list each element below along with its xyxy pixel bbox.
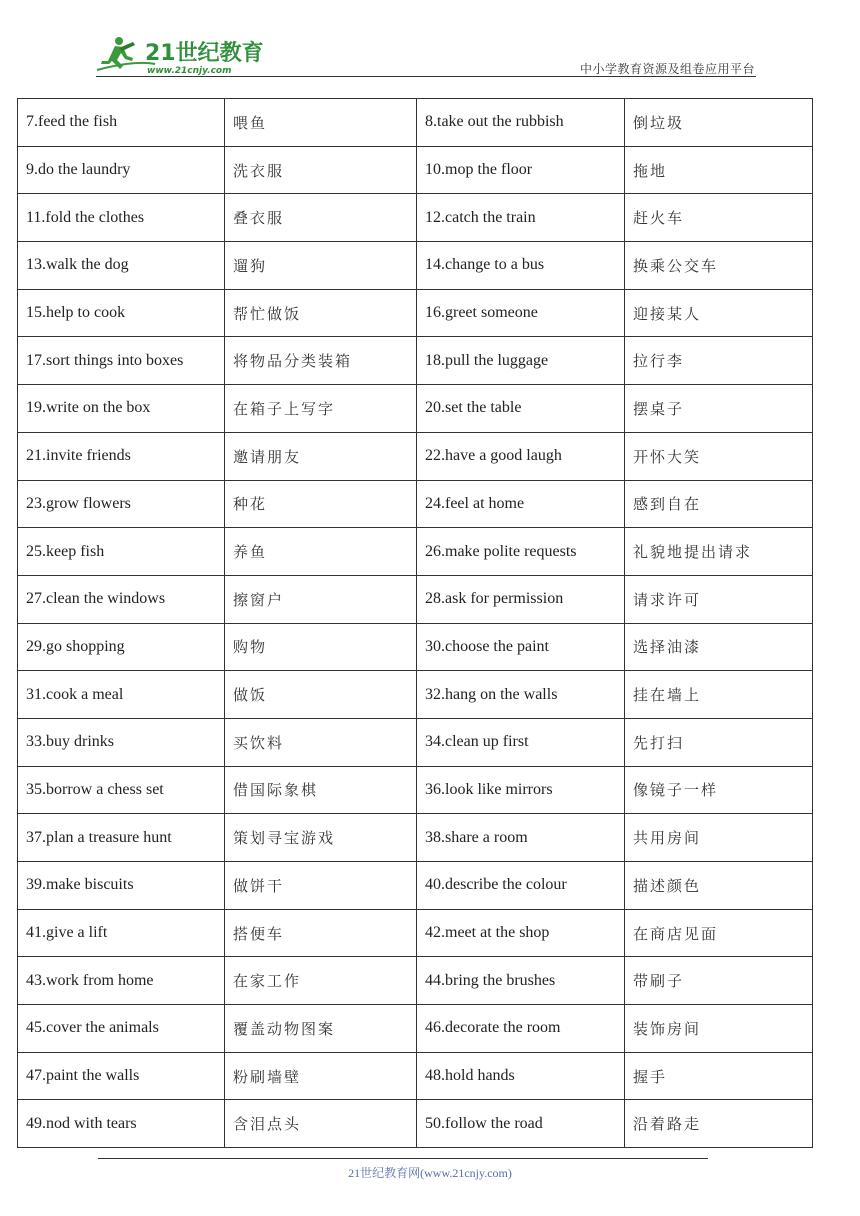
phrase-number: 46. bbox=[425, 1019, 445, 1037]
phrase-chinese-cell: 选择油漆 bbox=[625, 623, 813, 671]
phrase-chinese-cell: 挂在墙上 bbox=[625, 671, 813, 719]
phrase-english: buy drinks bbox=[46, 733, 114, 751]
phrase-chinese-cell: 邀请朋友 bbox=[225, 432, 417, 480]
phrase-english: clean the windows bbox=[46, 590, 166, 608]
phrase-number: 19. bbox=[26, 399, 46, 417]
phrase-english: ask for permission bbox=[445, 590, 564, 608]
phrase-english: cover the animals bbox=[46, 1019, 159, 1037]
phrase-chinese-cell: 带刷子 bbox=[625, 957, 813, 1005]
phrase-english-cell bbox=[18, 1100, 225, 1148]
phrase-english: describe the colour bbox=[445, 876, 567, 894]
phrase-english-cell bbox=[18, 242, 225, 290]
phrase-number: 44. bbox=[425, 971, 445, 989]
phrase-english-cell bbox=[417, 289, 625, 337]
phrase-english-cell bbox=[18, 957, 225, 1005]
phrase-number: 30. bbox=[425, 637, 445, 655]
phrase-english: look like mirrors bbox=[445, 780, 553, 798]
phrase-english-cell bbox=[18, 766, 225, 814]
phrase-english: greet someone bbox=[445, 304, 538, 322]
phrase-english: clean up first bbox=[445, 733, 529, 751]
phrase-chinese-cell: 借国际象棋 bbox=[225, 766, 417, 814]
phrase-number: 28. bbox=[425, 590, 445, 608]
phrase-english-cell bbox=[417, 194, 625, 242]
phrase-number: 43. bbox=[26, 971, 46, 989]
phrase-number: 21. bbox=[26, 447, 46, 465]
phrase-english: have a good laugh bbox=[445, 447, 562, 465]
table-row bbox=[18, 862, 813, 910]
phrase-english-cell bbox=[417, 1005, 625, 1053]
phrase-english: sort things into boxes bbox=[46, 351, 184, 369]
phrase-number: 42. bbox=[425, 924, 445, 942]
phrase-english: grow flowers bbox=[46, 494, 131, 512]
table-row bbox=[18, 99, 813, 147]
phrase-english: change to a bus bbox=[445, 256, 545, 274]
phrase-english-cell bbox=[417, 909, 625, 957]
phrase-english-cell bbox=[417, 480, 625, 528]
phrase-english: fold the clothes bbox=[45, 208, 145, 226]
phrase-chinese-cell: 迎接某人 bbox=[625, 289, 813, 337]
phrase-english: help to cook bbox=[46, 304, 126, 322]
phrase-english: keep fish bbox=[46, 542, 105, 560]
phrase-number: 9. bbox=[26, 161, 38, 179]
phrase-english-cell bbox=[417, 862, 625, 910]
phrase-chinese-cell: 在家工作 bbox=[225, 957, 417, 1005]
table-row bbox=[18, 1052, 813, 1100]
phrase-english-cell bbox=[417, 1052, 625, 1100]
phrase-english: hold hands bbox=[445, 1067, 515, 1085]
phrase-english: meet at the shop bbox=[445, 924, 550, 942]
table-row bbox=[18, 194, 813, 242]
phrase-number: 48. bbox=[425, 1067, 445, 1085]
phrase-chinese-cell: 种花 bbox=[225, 480, 417, 528]
phrase-number: 40. bbox=[425, 876, 445, 894]
phrase-english: bring the brushes bbox=[445, 971, 556, 989]
table-row bbox=[18, 432, 813, 480]
phrase-english: borrow a chess set bbox=[46, 780, 164, 798]
table-row bbox=[18, 385, 813, 433]
phrase-number: 8. bbox=[425, 113, 437, 131]
phrase-chinese-cell: 在箱子上写字 bbox=[225, 385, 417, 433]
phrase-chinese-cell: 开怀大笑 bbox=[625, 432, 813, 480]
phrase-chinese-cell: 装饰房间 bbox=[625, 1005, 813, 1053]
phrase-english-cell bbox=[18, 623, 225, 671]
table-row bbox=[18, 289, 813, 337]
table-row bbox=[18, 242, 813, 290]
phrase-chinese-cell: 遛狗 bbox=[225, 242, 417, 290]
phrase-number: 49. bbox=[26, 1114, 46, 1132]
phrase-english-cell bbox=[417, 957, 625, 1005]
phrase-english: hang on the walls bbox=[445, 685, 558, 703]
phrase-english: do the laundry bbox=[38, 161, 131, 179]
phrase-number: 12. bbox=[425, 208, 445, 226]
phrase-english-cell bbox=[18, 194, 225, 242]
phrase-chinese-cell: 叠衣服 bbox=[225, 194, 417, 242]
phrase-english-cell bbox=[18, 718, 225, 766]
phrase-english-cell bbox=[18, 385, 225, 433]
phrase-english-cell bbox=[18, 909, 225, 957]
phrase-chinese-cell: 策划寻宝游戏 bbox=[225, 814, 417, 862]
phrase-chinese-cell: 倒垃圾 bbox=[625, 99, 813, 147]
phrase-number: 34. bbox=[425, 733, 445, 751]
brand-logo[interactable] bbox=[95, 34, 265, 76]
table-row bbox=[18, 909, 813, 957]
phrase-english: follow the road bbox=[445, 1114, 543, 1132]
phrase-english: write on the box bbox=[46, 399, 151, 417]
table-row bbox=[18, 480, 813, 528]
phrase-chinese-cell: 搭便车 bbox=[225, 909, 417, 957]
phrase-english-cell bbox=[18, 528, 225, 576]
phrase-chinese-cell: 感到自在 bbox=[625, 480, 813, 528]
footer-text[interactable]: 21世纪教育网(www.21cnjy.com) bbox=[348, 1166, 512, 1180]
vocabulary-table bbox=[17, 98, 813, 1148]
phrase-english: set the table bbox=[445, 399, 522, 417]
phrase-chinese-cell: 描述颜色 bbox=[625, 862, 813, 910]
table-row bbox=[18, 671, 813, 719]
phrase-chinese-cell: 共用房间 bbox=[625, 814, 813, 862]
phrase-english-cell bbox=[417, 814, 625, 862]
phrase-number: 25. bbox=[26, 542, 46, 560]
table-row bbox=[18, 766, 813, 814]
footer-divider bbox=[98, 1158, 708, 1159]
phrase-number: 27. bbox=[26, 590, 46, 608]
phrase-english-cell bbox=[18, 862, 225, 910]
phrase-number: 47. bbox=[26, 1067, 46, 1085]
phrase-english-cell bbox=[18, 146, 225, 194]
phrase-english-cell bbox=[417, 575, 625, 623]
phrase-english-cell bbox=[417, 337, 625, 385]
phrase-english-cell bbox=[417, 432, 625, 480]
phrase-number: 14. bbox=[425, 256, 445, 274]
logo-url: www.21cnjy.com bbox=[147, 66, 232, 76]
phrase-chinese-cell: 擦窗户 bbox=[225, 575, 417, 623]
phrase-number: 10. bbox=[425, 161, 445, 179]
table-row bbox=[18, 718, 813, 766]
header-tagline: 中小学教育资源及组卷应用平台 bbox=[579, 62, 755, 76]
phrase-english-cell bbox=[18, 289, 225, 337]
phrase-english-cell bbox=[417, 718, 625, 766]
header-divider bbox=[96, 76, 756, 77]
phrase-english-cell bbox=[417, 766, 625, 814]
phrase-english-cell bbox=[18, 480, 225, 528]
phrase-english-cell bbox=[18, 1052, 225, 1100]
phrase-number: 22. bbox=[425, 447, 445, 465]
phrase-english: cook a meal bbox=[46, 685, 124, 703]
phrase-chinese-cell: 洗衣服 bbox=[225, 146, 417, 194]
phrase-english: feel at home bbox=[445, 494, 525, 512]
phrase-english: walk the dog bbox=[46, 256, 129, 274]
table-row bbox=[18, 575, 813, 623]
phrase-english: go shopping bbox=[46, 637, 125, 655]
phrase-number: 35. bbox=[26, 780, 46, 798]
runner-logo-icon bbox=[95, 34, 265, 76]
phrase-chinese-cell: 握手 bbox=[625, 1052, 813, 1100]
phrase-english-cell bbox=[417, 528, 625, 576]
phrase-chinese-cell: 像镜子一样 bbox=[625, 766, 813, 814]
phrase-english: paint the walls bbox=[46, 1067, 140, 1085]
phrase-number: 50. bbox=[425, 1114, 445, 1132]
phrase-chinese-cell: 摆桌子 bbox=[625, 385, 813, 433]
phrase-english: invite friends bbox=[46, 447, 131, 465]
page-header bbox=[0, 0, 860, 80]
phrase-english: decorate the room bbox=[445, 1019, 561, 1037]
phrase-number: 38. bbox=[425, 828, 445, 846]
phrase-number: 7. bbox=[26, 113, 38, 131]
phrase-english: mop the floor bbox=[445, 161, 533, 179]
table-row bbox=[18, 528, 813, 576]
phrase-chinese-cell: 粉刷墙壁 bbox=[225, 1052, 417, 1100]
phrase-chinese-cell: 换乘公交车 bbox=[625, 242, 813, 290]
phrase-number: 26. bbox=[425, 542, 445, 560]
phrase-chinese-cell: 养鱼 bbox=[225, 528, 417, 576]
phrase-number: 31. bbox=[26, 685, 46, 703]
vocabulary-table-body bbox=[18, 99, 813, 1148]
phrase-english: pull the luggage bbox=[445, 351, 549, 369]
phrase-english: make polite requests bbox=[445, 542, 577, 560]
phrase-english-cell bbox=[417, 671, 625, 719]
phrase-chinese-cell: 买饮料 bbox=[225, 718, 417, 766]
phrase-number: 32. bbox=[425, 685, 445, 703]
phrase-english: nod with tears bbox=[46, 1114, 137, 1132]
phrase-chinese-cell: 覆盖动物图案 bbox=[225, 1005, 417, 1053]
phrase-english: share a room bbox=[445, 828, 528, 846]
phrase-number: 29. bbox=[26, 637, 46, 655]
phrase-chinese-cell: 先打扫 bbox=[625, 718, 813, 766]
phrase-chinese-cell: 赶火车 bbox=[625, 194, 813, 242]
phrase-english-cell bbox=[417, 146, 625, 194]
phrase-chinese-cell: 做饼干 bbox=[225, 862, 417, 910]
phrase-chinese-cell: 礼貌地提出请求 bbox=[625, 528, 813, 576]
phrase-number: 18. bbox=[425, 351, 445, 369]
phrase-number: 13. bbox=[26, 256, 46, 274]
phrase-chinese-cell: 帮忙做饭 bbox=[225, 289, 417, 337]
phrase-chinese-cell: 喂鱼 bbox=[225, 99, 417, 147]
phrase-english: give a lift bbox=[46, 924, 108, 942]
phrase-english: make biscuits bbox=[46, 876, 134, 894]
phrase-english: choose the paint bbox=[445, 637, 549, 655]
table-row bbox=[18, 957, 813, 1005]
phrase-english: plan a treasure hunt bbox=[46, 828, 172, 846]
phrase-number: 37. bbox=[26, 828, 46, 846]
phrase-english-cell bbox=[417, 1100, 625, 1148]
phrase-number: 45. bbox=[26, 1019, 46, 1037]
phrase-number: 15. bbox=[26, 304, 46, 322]
table-row bbox=[18, 337, 813, 385]
phrase-english-cell bbox=[18, 1005, 225, 1053]
phrase-chinese-cell: 请求许可 bbox=[625, 575, 813, 623]
phrase-english-cell bbox=[18, 814, 225, 862]
phrase-english-cell bbox=[18, 99, 225, 147]
phrase-chinese-cell: 在商店见面 bbox=[625, 909, 813, 957]
phrase-number: 17. bbox=[26, 351, 46, 369]
phrase-number: 23. bbox=[26, 494, 46, 512]
phrase-chinese-cell: 含泪点头 bbox=[225, 1100, 417, 1148]
phrase-number: 16. bbox=[425, 304, 445, 322]
phrase-english-cell bbox=[18, 575, 225, 623]
phrase-number: 33. bbox=[26, 733, 46, 751]
phrase-number: 24. bbox=[425, 494, 445, 512]
phrase-number: 20. bbox=[425, 399, 445, 417]
table-row bbox=[18, 814, 813, 862]
phrase-number: 36. bbox=[425, 780, 445, 798]
table-row bbox=[18, 146, 813, 194]
phrase-english-cell bbox=[18, 432, 225, 480]
phrase-chinese-cell: 购物 bbox=[225, 623, 417, 671]
phrase-english-cell bbox=[417, 385, 625, 433]
phrase-english-cell bbox=[417, 99, 625, 147]
phrase-chinese-cell: 沿着路走 bbox=[625, 1100, 813, 1148]
phrase-chinese-cell: 将物品分类装箱 bbox=[225, 337, 417, 385]
phrase-english: take out the rubbish bbox=[437, 113, 564, 131]
phrase-english-cell bbox=[18, 671, 225, 719]
logo-wordmark: 21世纪教育 bbox=[145, 41, 264, 66]
phrase-chinese-cell: 拉行李 bbox=[625, 337, 813, 385]
table-row bbox=[18, 1005, 813, 1053]
phrase-english-cell bbox=[417, 242, 625, 290]
phrase-english: work from home bbox=[46, 971, 154, 989]
table-row bbox=[18, 1100, 813, 1148]
phrase-number: 11. bbox=[26, 208, 46, 226]
phrase-english: catch the train bbox=[445, 208, 536, 226]
phrase-number: 39. bbox=[26, 876, 46, 894]
phrase-chinese-cell: 拖地 bbox=[625, 146, 813, 194]
phrase-english: feed the fish bbox=[38, 113, 118, 131]
phrase-chinese-cell: 做饭 bbox=[225, 671, 417, 719]
phrase-number: 41. bbox=[26, 924, 46, 942]
phrase-english-cell bbox=[18, 337, 225, 385]
table-row bbox=[18, 623, 813, 671]
phrase-english-cell bbox=[417, 623, 625, 671]
